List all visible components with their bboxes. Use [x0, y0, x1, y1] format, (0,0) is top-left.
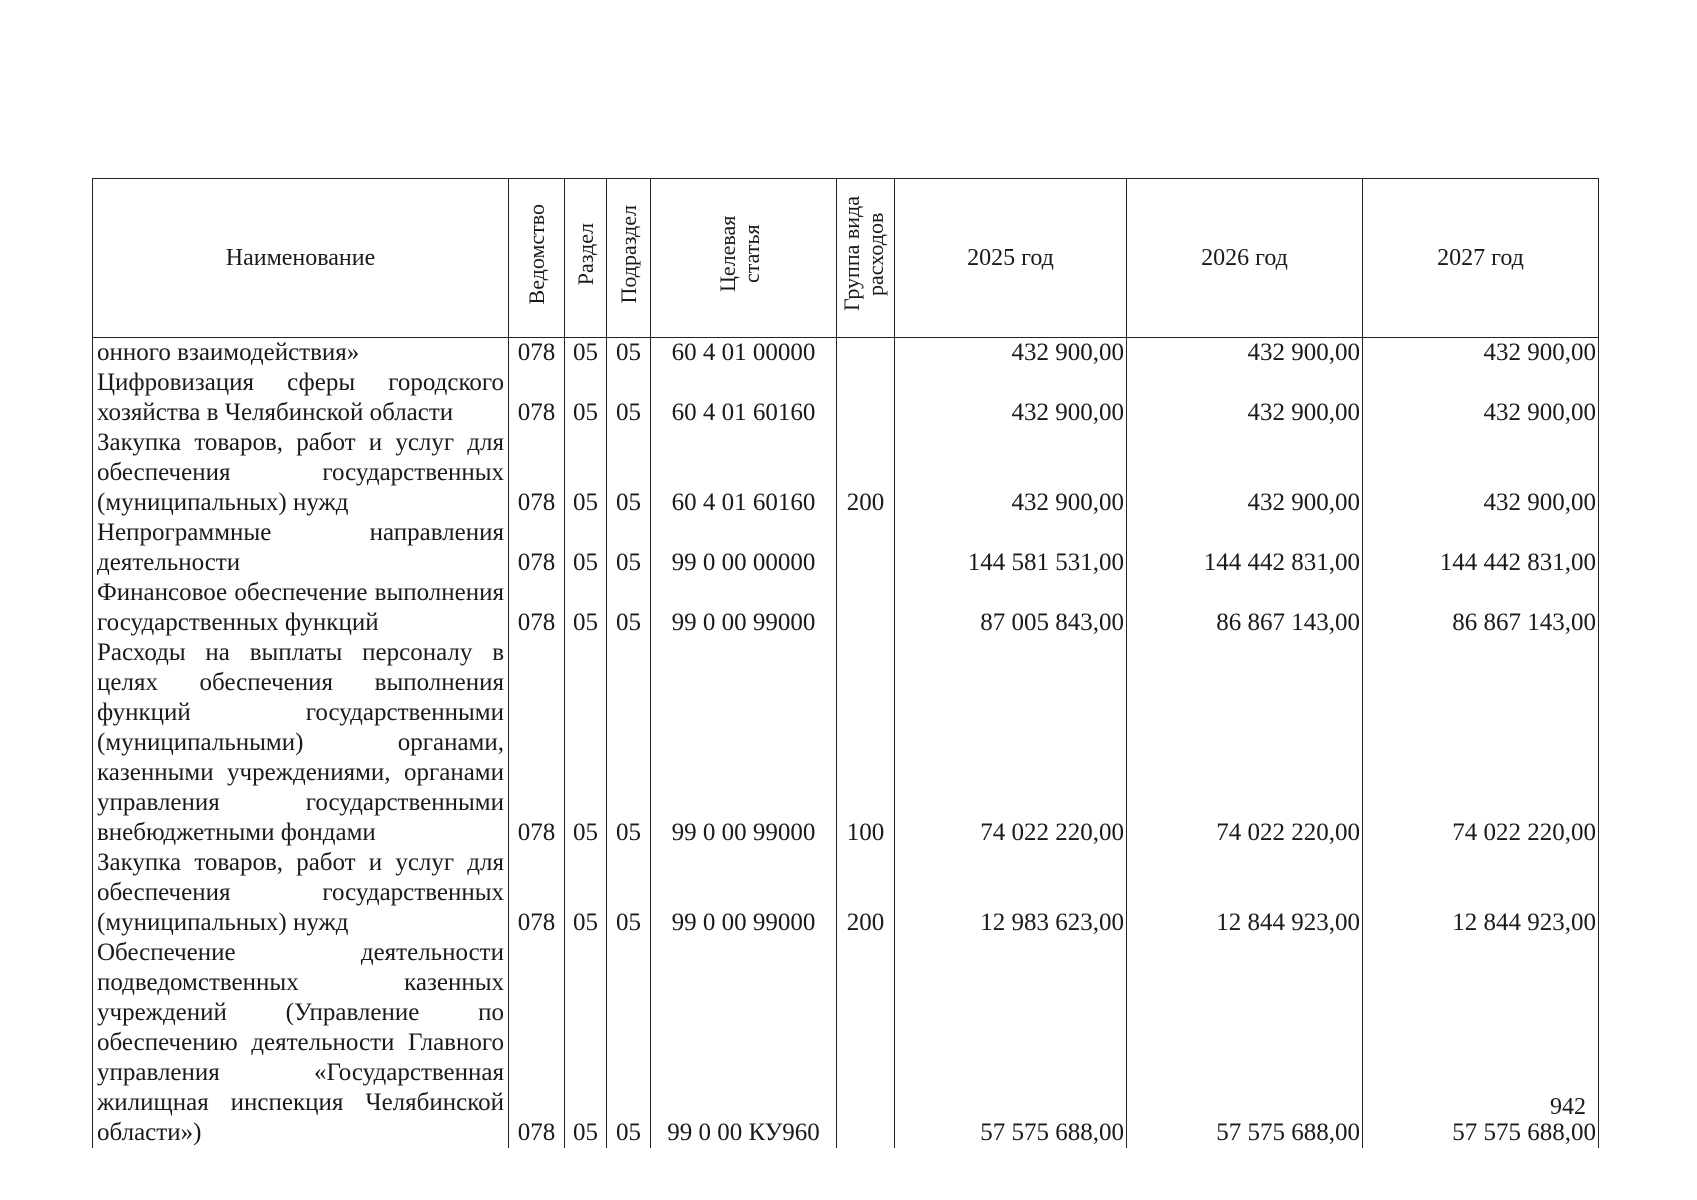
row-podrazdel: 05 [607, 848, 651, 938]
row-celevaya-statya: 60 4 01 60160 [651, 368, 837, 428]
row-name: Обеспечение деятельности подведомственных казенных учреждений (Управление по обеспечению деятельности Главного управления «Государственная жилищная инспекция Челябинской области») [93, 938, 509, 1148]
header-row [93, 179, 1599, 338]
header-2027: 2027 год [1363, 179, 1599, 338]
row-amount-2026: 432 900,00 [1127, 338, 1363, 369]
row-celevaya-statya: 60 4 01 00000 [651, 338, 837, 369]
row-gruppa [837, 938, 895, 1148]
row-celevaya-statya: 99 0 00 99000 [651, 848, 837, 938]
row-podrazdel: 05 [607, 938, 651, 1148]
row-podrazdel: 05 [607, 638, 651, 848]
row-amount-2025: 432 900,00 [895, 338, 1127, 369]
row-gruppa [837, 578, 895, 638]
table-row [93, 368, 1599, 428]
row-razdel: 05 [565, 848, 607, 938]
header-podrazdel: Подраздел [607, 179, 651, 338]
header-gruppa-vida-rashodov: Группа вида расходов [837, 179, 895, 338]
row-podrazdel: 05 [607, 428, 651, 518]
page-number: 942 [1550, 1094, 1586, 1120]
row-vedomstvo: 078 [509, 368, 565, 428]
row-podrazdel: 05 [607, 368, 651, 428]
row-gruppa: 200 [837, 848, 895, 938]
row-amount-2026: 432 900,00 [1127, 368, 1363, 428]
row-gruppa: 200 [837, 428, 895, 518]
row-amount-2026: 74 022 220,00 [1127, 638, 1363, 848]
row-amount-2027: 74 022 220,00 [1363, 638, 1599, 848]
table-row [93, 338, 1599, 369]
row-amount-2025: 432 900,00 [895, 428, 1127, 518]
row-podrazdel: 05 [607, 518, 651, 578]
header-2025: 2025 год [895, 179, 1127, 338]
row-amount-2026: 144 442 831,00 [1127, 518, 1363, 578]
table-row [93, 578, 1599, 638]
row-vedomstvo: 078 [509, 338, 565, 369]
row-name: онного взаимодействия» [93, 338, 509, 369]
row-razdel: 05 [565, 638, 607, 848]
row-amount-2027: 432 900,00 [1363, 428, 1599, 518]
row-celevaya-statya: 99 0 00 99000 [651, 638, 837, 848]
table-row [93, 428, 1599, 518]
row-amount-2027: 86 867 143,00 [1363, 578, 1599, 638]
row-celevaya-statya: 99 0 00 00000 [651, 518, 837, 578]
header-vedomstvo: Ведомство [509, 179, 565, 338]
row-amount-2027: 432 900,00 [1363, 368, 1599, 428]
table-row [93, 848, 1599, 938]
header-razdel: Раздел [565, 179, 607, 338]
row-gruppa [837, 518, 895, 578]
row-name: Закупка товаров, работ и услуг для обеспечения государственных (муниципальных) нужд [93, 428, 509, 518]
row-name: Закупка товаров, работ и услуг для обеспечения государственных (муниципальных) нужд [93, 848, 509, 938]
table-row [93, 638, 1599, 848]
header-celevaya-statya: Целевая статья [651, 179, 837, 338]
row-razdel: 05 [565, 428, 607, 518]
row-amount-2026: 12 844 923,00 [1127, 848, 1363, 938]
row-amount-2027: 144 442 831,00 [1363, 518, 1599, 578]
row-name: Расходы на выплаты персоналу в целях обеспечения выполнения функций государственными (муниципальными) органами, казенными учреждениями, органами управления государственными внебюджетными фондами [93, 638, 509, 848]
row-podrazdel: 05 [607, 578, 651, 638]
row-razdel: 05 [565, 578, 607, 638]
row-celevaya-statya: 60 4 01 60160 [651, 428, 837, 518]
row-vedomstvo: 078 [509, 428, 565, 518]
table-body [93, 338, 1599, 1149]
row-amount-2025: 144 581 531,00 [895, 518, 1127, 578]
row-vedomstvo: 078 [509, 938, 565, 1148]
table-row [93, 518, 1599, 578]
row-vedomstvo: 078 [509, 578, 565, 638]
row-gruppa [837, 338, 895, 369]
row-celevaya-statya: 99 0 00 КУ960 [651, 938, 837, 1148]
row-name: Непрограммные направления деятельности [93, 518, 509, 578]
row-amount-2026: 57 575 688,00 [1127, 938, 1363, 1148]
row-vedomstvo: 078 [509, 848, 565, 938]
row-razdel: 05 [565, 938, 607, 1148]
row-amount-2027: 12 844 923,00 [1363, 848, 1599, 938]
row-razdel: 05 [565, 518, 607, 578]
row-vedomstvo: 078 [509, 518, 565, 578]
budget-table [92, 178, 1599, 1148]
row-amount-2026: 86 867 143,00 [1127, 578, 1363, 638]
row-razdel: 05 [565, 368, 607, 428]
row-amount-2026: 432 900,00 [1127, 428, 1363, 518]
row-amount-2025: 57 575 688,00 [895, 938, 1127, 1148]
row-amount-2025: 432 900,00 [895, 368, 1127, 428]
row-razdel: 05 [565, 338, 607, 369]
row-amount-2025: 87 005 843,00 [895, 578, 1127, 638]
row-amount-2027: 432 900,00 [1363, 338, 1599, 369]
row-podrazdel: 05 [607, 338, 651, 369]
row-amount-2025: 12 983 623,00 [895, 848, 1127, 938]
table-row [93, 938, 1599, 1148]
row-amount-2025: 74 022 220,00 [895, 638, 1127, 848]
row-amount-2027: 57 575 688,00 [1363, 938, 1599, 1148]
row-name: Финансовое обеспечение выполнения государственных функций [93, 578, 509, 638]
row-name: Цифровизация сферы городского хозяйства в Челябинской области [93, 368, 509, 428]
header-name: Наименование [93, 179, 509, 338]
row-gruppa [837, 368, 895, 428]
row-gruppa: 100 [837, 638, 895, 848]
header-2026: 2026 год [1127, 179, 1363, 338]
row-vedomstvo: 078 [509, 638, 565, 848]
row-celevaya-statya: 99 0 00 99000 [651, 578, 837, 638]
